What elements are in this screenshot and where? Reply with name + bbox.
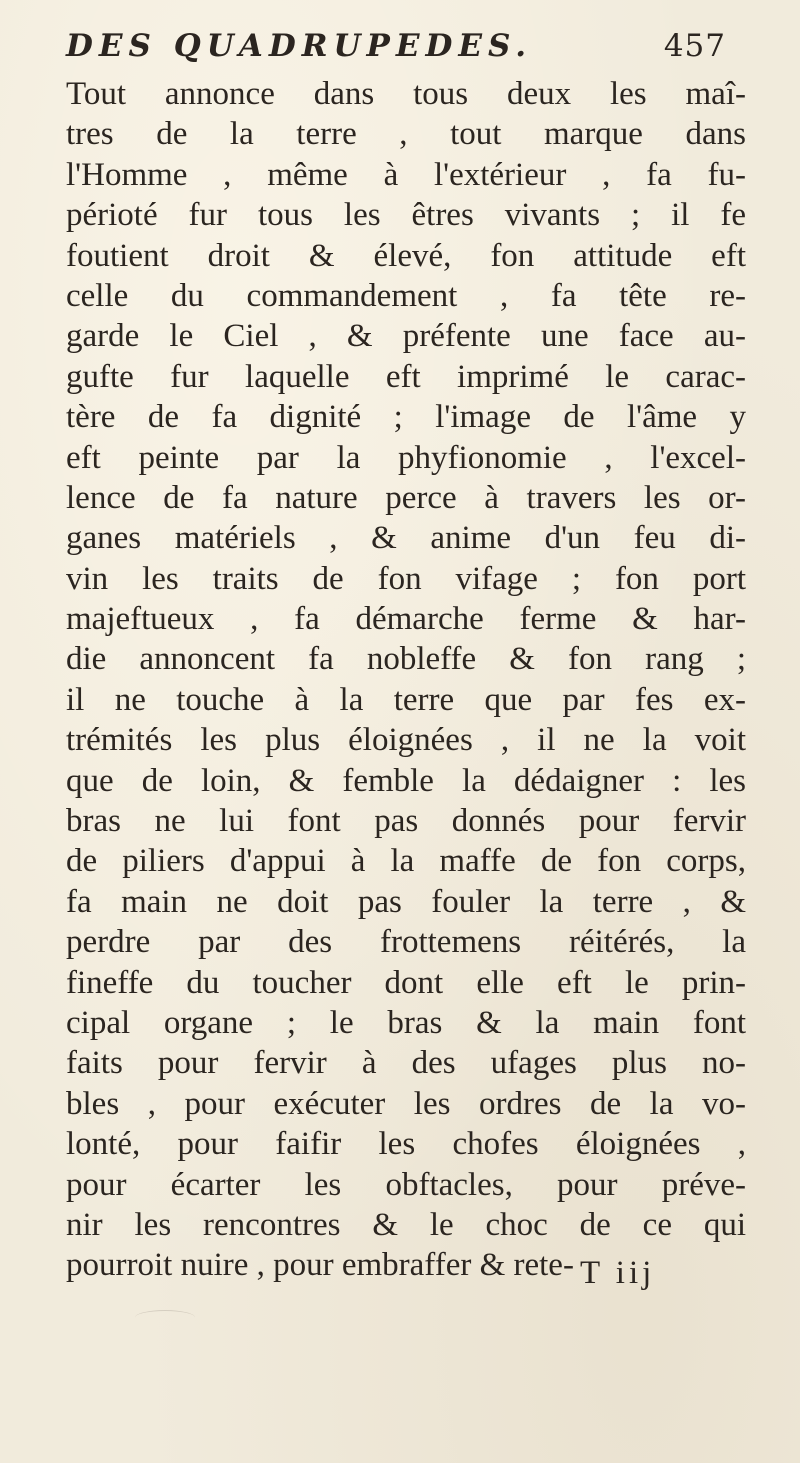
- text-line: il ne touche à la terre que par fes ex-: [66, 681, 746, 718]
- text-line: foutient droit & élevé, fon attitude eft: [66, 237, 746, 274]
- running-title: DES QUADRUPEDES.: [66, 28, 533, 64]
- text-line: tère de fa dignité ; l'image de l'âme y: [66, 399, 746, 436]
- page-header: [66, 22, 736, 72]
- text-line: l'Homme , même à l'extérieur , fa fu-: [66, 156, 746, 193]
- text-line: pourroit nuire , pour embraffer & rete-: [66, 1247, 574, 1284]
- text-line: gufte fur laquelle eft imprimé le carac-: [66, 358, 746, 395]
- text-line: faits pour fervir à des ufages plus no-: [66, 1045, 746, 1082]
- text-line: bras ne lui font pas donnés pour fervir: [66, 803, 746, 840]
- text-line: bles , pour exécuter les ordres de la vo-: [66, 1085, 746, 1122]
- text-line: que de loin, & femble la dédaigner : les: [66, 762, 746, 799]
- text-line: de piliers d'appui à la maffe de fon corps,: [66, 843, 746, 880]
- text-line: pour écarter les obftacles, pour préve-: [66, 1166, 746, 1203]
- text-line: cipal organe ; le bras & la main font: [66, 1004, 746, 1041]
- text-line: eft peinte par la phyfionomie , l'excel-: [66, 439, 746, 476]
- text-line: celle du commandement , fa tête re-: [66, 277, 746, 314]
- text-line: lence de fa nature perce à travers les or-: [66, 479, 746, 516]
- text-line: fineffe du toucher dont elle eft le prin-: [66, 964, 746, 1001]
- text-line: lonté, pour faifir les chofes éloignées ,: [66, 1126, 746, 1163]
- signature-mark: T iij: [580, 1255, 656, 1291]
- text-line: tres de la terre , tout marque dans: [66, 116, 746, 153]
- text-line: périoté fur tous les êtres vivants ; il fe: [66, 197, 746, 234]
- text-line: die annoncent fa nobleffe & fon rang ;: [66, 641, 746, 678]
- text-line: fa main ne doit pas fouler la terre , &: [66, 883, 746, 920]
- text-line: majeftueux , fa démarche ferme & har-: [66, 601, 746, 638]
- paper-smudge: [135, 1310, 195, 1325]
- text-line: Tout annonce dans tous deux les maî-: [66, 76, 746, 112]
- text-line: vin les traits de fon vifage ; fon port: [66, 560, 746, 597]
- page-number: 457: [663, 28, 726, 64]
- text-line: perdre par des frottemens réitérés, la: [66, 924, 746, 961]
- text-line: trémités les plus éloignées , il ne la voit: [66, 722, 746, 759]
- text-line: garde le Ciel , & préfente une face au-: [66, 318, 746, 355]
- body-text: [66, 74, 746, 1286]
- text-line: ganes matériels , & anime d'un feu di-: [66, 520, 746, 557]
- text-line: nir les rencontres & le choc de ce qui: [66, 1206, 746, 1243]
